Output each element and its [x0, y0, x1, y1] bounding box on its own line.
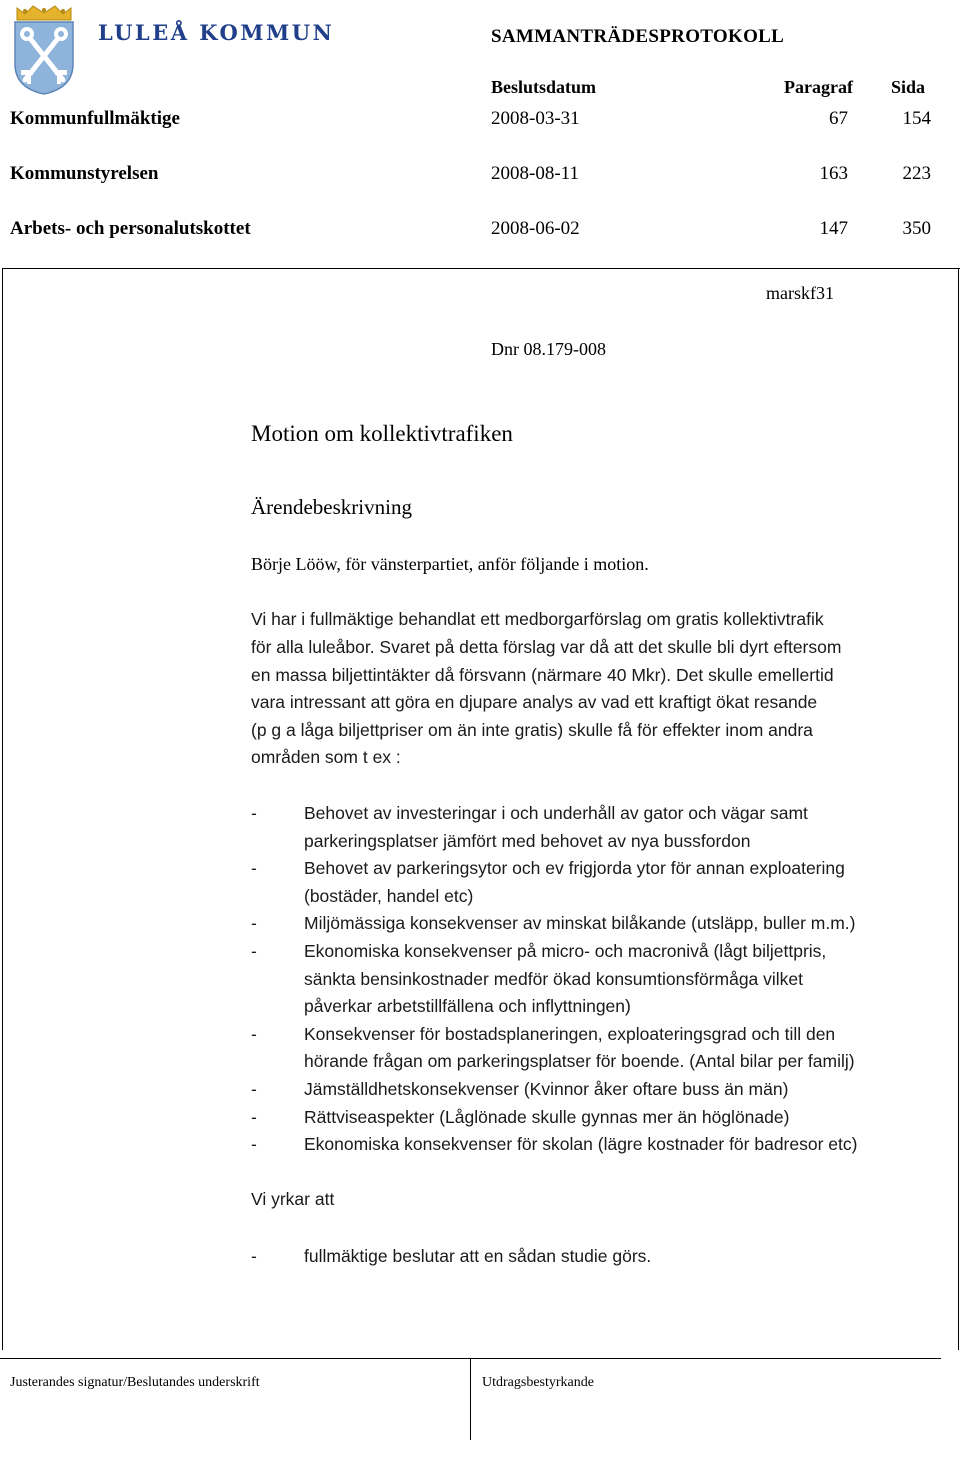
paragraph-line: en massa biljettintäkter då försvann (närmare 40 Mkr). Det skulle emellertid	[251, 665, 834, 685]
decision-date: 2008-08-11	[491, 163, 579, 184]
list-item-text: Behovet av parkeringsytor och ev frigjorda ytor för annan exploatering (bostäder, handel etc)	[304, 858, 845, 906]
decision-paragraph: 67	[829, 108, 848, 129]
reference-code: marskf31	[766, 283, 834, 303]
paragraph-line: (p g a låga biljettpriser om än inte gratis) skulle få för effekter inom andra	[251, 720, 813, 740]
content-frame-left-border	[2, 268, 3, 1350]
list-item-text: Konsekvenser för bostadsplaneringen, exploateringsgrad och till den hörande frågan om parkeringsplatser för boende. (Antal bilar per familj)	[304, 1023, 855, 1072]
claim-heading: Vi yrkar att	[251, 1189, 335, 1209]
signature-label: Justerandes signatur/Beslutandes underskrift	[10, 1375, 260, 1390]
list-item	[251, 1131, 960, 1159]
intro-text: Börje Lööw, för vänsterpartiet, anför följande i motion.	[251, 554, 649, 574]
column-header-page: Sida	[891, 77, 926, 97]
list-item-text: Behovet av investeringar i och underhåll av gator och vägar samt parkeringsplatser jämfört med behovet av nya bussfordon	[304, 803, 808, 851]
organization-name: LULEÅ KOMMUN	[98, 20, 335, 45]
paragraph-line: vara intressant att göra en djupare analys av vad ett kraftigt ökat resande	[251, 692, 818, 712]
list-item-text: Rättviseaspekter (Låglönade skulle gynnas mer än höglönade)	[304, 1106, 790, 1127]
section-heading: Ärendebeskrivning	[251, 495, 412, 519]
column-header-date: Beslutsdatum	[491, 77, 597, 97]
footer-column-divider	[470, 1358, 471, 1440]
list-item	[251, 938, 960, 1021]
consequence-list	[251, 800, 960, 1159]
bullet-marker: -	[251, 913, 257, 934]
bullet-marker: -	[251, 940, 257, 961]
list-item	[251, 1021, 960, 1076]
certification-label: Utdragsbestyrkande	[482, 1375, 594, 1390]
list-item-text: Ekonomiska konsekvenser på micro- och macronivå (lågt biljettpris, sänkta bensinkostnader medför ökad konsumtionsförmåga vilket påverkar arbetstillfällena och inflyttningen)	[304, 940, 827, 1017]
list-item-text: Ekonomiska konsekvenser för skolan (lägre kostnader för badresor etc)	[304, 1134, 858, 1155]
decision-body: Arbets- och personalutskottet	[10, 218, 251, 239]
paragraph-line: Vi har i fullmäktige behandlat ett medborgarförslag om gratis kollektivtrafik	[251, 609, 824, 629]
document-type: SAMMANTRÄDESPROTOKOLL	[491, 26, 785, 47]
decision-paragraph: 147	[819, 218, 848, 239]
column-header-paragraph: Paragraf	[784, 77, 853, 97]
list-item	[251, 910, 960, 938]
list-item	[251, 855, 960, 910]
decision-body: Kommunfullmäktige	[10, 108, 180, 129]
lulea-coat-of-arms-icon	[11, 4, 77, 96]
list-item-text: Jämställdhetskonsekvenser (Kvinnor åker oftare buss än män)	[304, 1078, 789, 1099]
bullet-marker: -	[251, 858, 257, 879]
decision-date: 2008-03-31	[491, 108, 580, 129]
bullet-marker: -	[251, 1023, 257, 1044]
list-item-text: Miljömässiga konsekvenser av minskat bilåkande (utsläpp, buller m.m.)	[304, 913, 856, 934]
bullet-marker: -	[251, 1106, 257, 1127]
paragraph-line: för alla luleåbor. Svaret på detta förslag var då att det skulle bli dyrt eftersom	[251, 637, 842, 657]
decision-body: Kommunstyrelsen	[10, 163, 159, 184]
list-item	[251, 800, 960, 855]
decision-page: 154	[902, 108, 931, 129]
list-item	[251, 1104, 960, 1132]
claim-item: fullmäktige beslutar att en sådan studie görs.	[304, 1246, 652, 1266]
bullet-marker: -	[251, 1134, 257, 1155]
decision-page: 350	[902, 218, 931, 239]
bullet-marker: -	[251, 803, 257, 823]
decision-paragraph: 163	[819, 163, 848, 184]
content-frame-top-border	[2, 268, 960, 269]
page-title: Motion om kollektivtrafiken	[251, 421, 513, 446]
decision-page: 223	[902, 163, 931, 184]
diary-number: Dnr 08.179-008	[491, 339, 606, 359]
list-item	[251, 1076, 960, 1104]
bullet-marker: -	[251, 1246, 257, 1266]
bullet-marker: -	[251, 1078, 257, 1099]
decision-date: 2008-06-02	[491, 218, 580, 239]
paragraph-line: områden som t ex :	[251, 747, 401, 767]
